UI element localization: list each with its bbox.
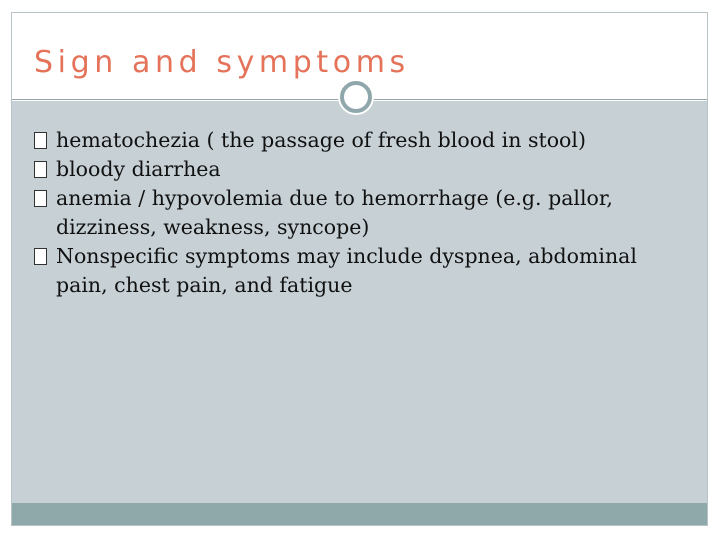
bullet-item (34, 155, 694, 184)
bullet-item (34, 126, 694, 155)
bullet-text: hematochezia ( the passage of fresh blood in stool) (56, 128, 586, 152)
slide-title: Sign and symptoms (34, 45, 410, 80)
bullet-text: bloody diarrhea (56, 157, 221, 181)
bullet-item (34, 184, 694, 242)
bottom-bar (12, 503, 707, 525)
bullet-text: Nonspecific symptoms may include dyspnea, abdominal pain, chest pain, and fatigue (56, 244, 637, 297)
divider-ring-icon (340, 81, 372, 113)
bullet-item (34, 242, 694, 300)
bullet-list (34, 126, 694, 300)
missing-glyph-box-icon (34, 190, 47, 207)
missing-glyph-box-icon (34, 248, 47, 265)
bullet-text: anemia / hypovolemia due to hemorrhage (e.g. pallor, dizziness, weakness, syncope) (56, 186, 613, 239)
missing-glyph-box-icon (34, 132, 47, 149)
missing-glyph-box-icon (34, 161, 47, 178)
